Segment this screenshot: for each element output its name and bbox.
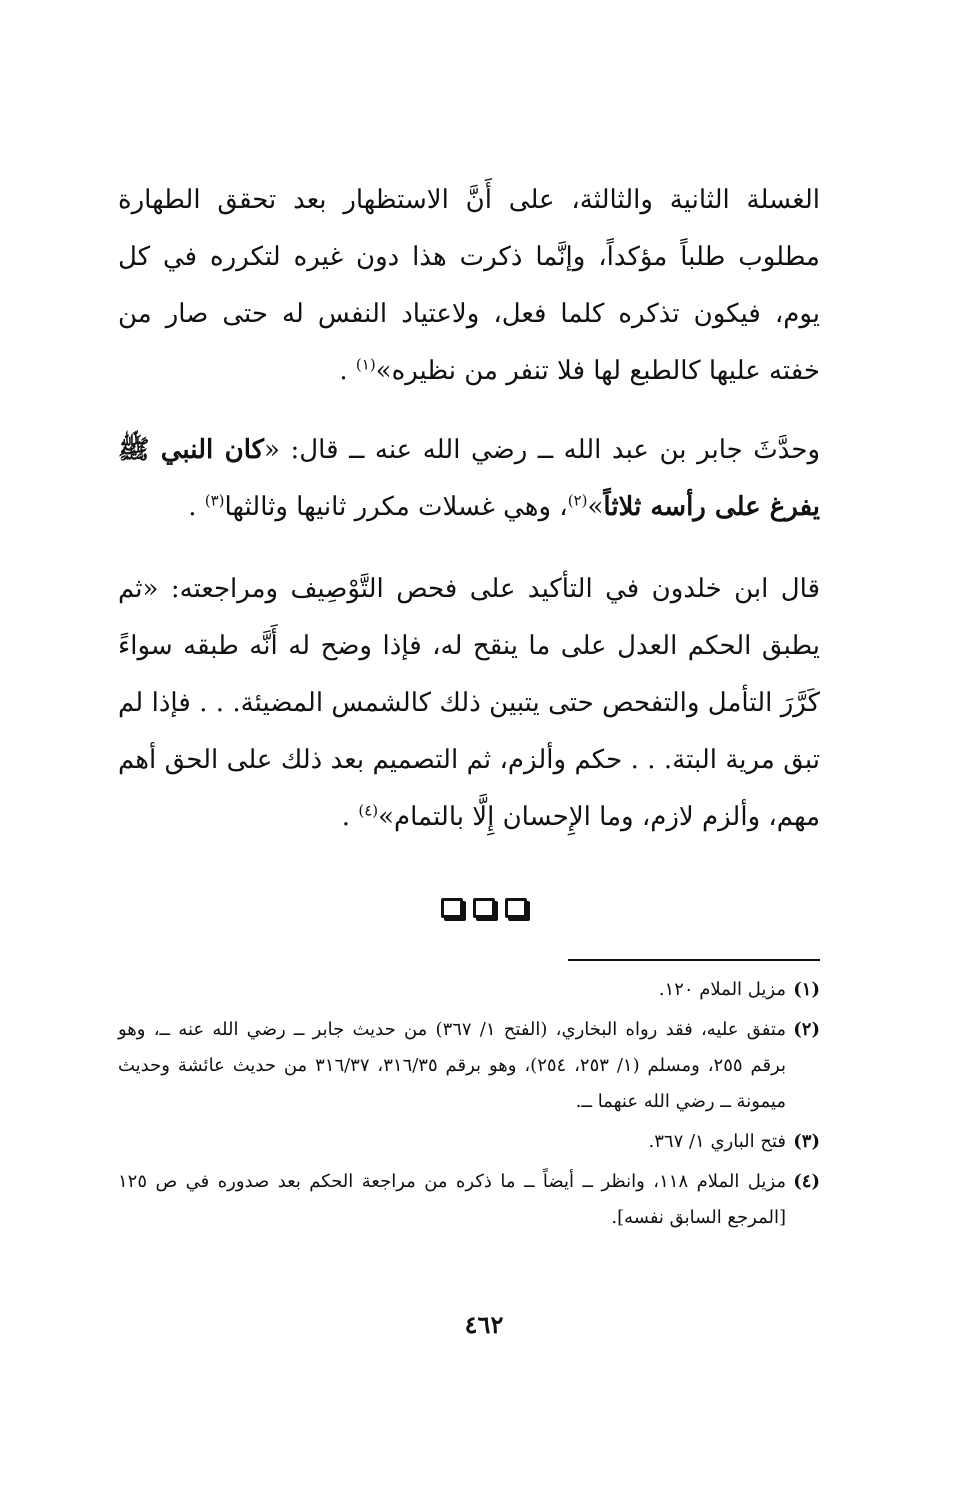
footnote-number: (٤) <box>793 1171 820 1192</box>
paragraph-3 <box>118 561 820 846</box>
footnote-item <box>118 1124 820 1160</box>
footnote-number: (٣) <box>793 1131 820 1152</box>
footnote-number: (١) <box>793 979 820 1000</box>
footnote-ref-3: (٣) <box>204 491 225 510</box>
footnote-text: فتح الباري ١/ ٣٦٧. <box>648 1131 786 1152</box>
paragraph-3-end: . <box>341 802 351 832</box>
paragraph-2-text: ، وهي غسلات مكرر ثانيها وثالثها <box>224 492 568 522</box>
hadith-quote: كان النبي ﷺ يفرغ على رأسه ثلاثاً <box>118 435 820 522</box>
main-text <box>118 172 820 846</box>
paragraph-3-text: قال ابن خلدون في التأكيد على فحص التَّوْصِيف ومراجعته: «ثم يطبق الحكم العدل على ما ينقح له، فإذا وضح له أَنَّه طبقه سواءً كَرَّرَ التأمل والتفحص حتى يتبين ذلك كالشمس المضيئة. . . فإذا لم تبق مرية البتة. . . حكم وألزم، ثم التصميم بعد ذلك على الحق أهم مهم، وألزم لازم، وما الإِحسان إِلَّا بالتمام» <box>118 574 820 832</box>
page-number: ٤٦٢ <box>464 1310 504 1339</box>
footnote-text: متفق عليه، فقد رواه البخاري، (الفتح ١/ ٣٦٧) من حديث جابر ــ رضي الله عنه ــ، وهو برقم ٢٥٥، ومسلم (١/ ٢٥٣، ٢٥٤)، وهو برقم ٣١٦/٣٥، ٣١٦/٣٧ من حديث عائشة وحديث ميمونة ــ رضي الله عنهما ــ. <box>118 1019 786 1112</box>
footnote-item <box>118 1164 820 1236</box>
paragraph-2-end: . <box>188 492 197 522</box>
footnote-text: مزيل الملام ١٢٠. <box>658 979 786 1000</box>
square-ornament-icon <box>473 898 495 918</box>
footnote-text: مزيل الملام ١١٨، وانظر ــ أيضاً ــ ما ذكره من مراجعة الحكم بعد صدوره في ص ١٢٥ [المرجع السابق نفسه]. <box>118 1171 787 1228</box>
paragraph-1-end: . <box>339 356 348 386</box>
paragraph-2-intro: وحدَّثَ جابر بن عبد الله ــ رضي الله عنه ــ قال: « <box>264 435 821 465</box>
footnote-ref-1: (١) <box>355 355 376 374</box>
square-ornament-icon <box>505 898 527 918</box>
paragraph-2 <box>118 422 820 536</box>
footnote-number: (٢) <box>793 1019 820 1040</box>
footnote-ref-2: (٢) <box>567 491 588 510</box>
footnote-item <box>118 1012 820 1120</box>
quote-close: » <box>587 492 604 522</box>
paragraph-1-text: الغسلة الثانية والثالثة، على أَنَّ الاستظهار بعد تحقق الطهارة مطلوب طلباً مؤكداً، وإنَّما ذكرت هذا دون غيره لتكرره في كل يوم، فيكون تذكره كلما فعل، ولاعتياد النفس له حتى صار من خفته عليها كالطبع لها فلا تنفر من نظيره» <box>118 185 820 386</box>
paragraph-1 <box>118 172 820 400</box>
footnote-divider <box>568 959 820 961</box>
footnote-item <box>118 972 820 1008</box>
section-separator <box>0 898 968 918</box>
footnotes <box>118 972 820 1240</box>
footnote-ref-4: (٤) <box>358 801 379 820</box>
square-ornament-icon <box>441 898 463 918</box>
